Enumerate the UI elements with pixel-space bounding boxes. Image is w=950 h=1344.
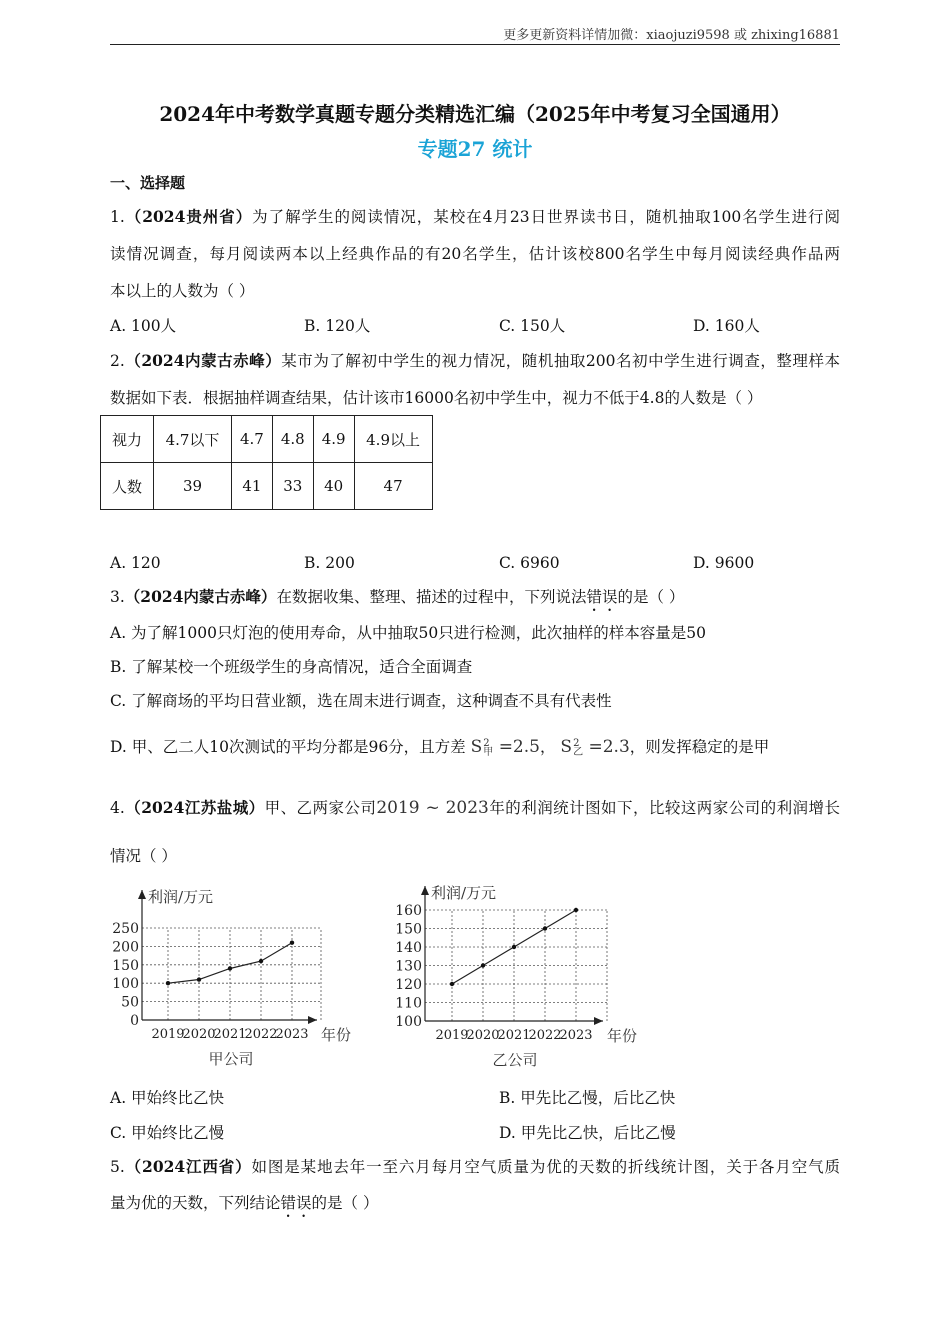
q1-option-c: C. 150人 [499,317,566,335]
q3-emphasis: 错误 [586,588,618,606]
table-cell: 4.7 [232,416,273,463]
section-heading-choice: 一、选择题 [110,174,186,192]
x-axis-arrow [308,1016,317,1024]
data-point [166,981,170,985]
q4-source: （2024江苏盐城） [124,798,265,817]
q2-number: 2. [110,352,125,370]
q2-line2: 数据如下表．根据抽样调查结果，估计该市16000名初中学生中，视力不低于4.8的人数是（ ） [110,389,763,407]
q3-option-b: B. 了解某校一个班级学生的身高情况，适合全面调查 [110,658,473,676]
q1-line3: 本以上的人数为（ ） [110,282,255,300]
q5-line2: 量为优的天数，下列结论错误的是（ ） [110,1194,379,1212]
q3-option-d: D. 甲、乙二人10次测试的平均分都是96分，且方差 S 2 甲 =2.5， S 2 乙 =2.3，则发挥稳定的是甲 [110,737,770,758]
q1-line1 [110,206,840,228]
q3-stem [110,586,840,615]
table-cell: 4.9 [313,416,354,463]
q5-text1: 如图是某地去年一至六月每月空气质量为优的天数的折线统计图，关于各月空气质 [251,1158,840,1176]
q5-number: 5. [110,1158,125,1176]
q1-option-d: D. 160人 [693,317,760,335]
data-point [543,926,547,930]
y-tick-label: 140 [395,940,422,956]
y-tick-label: 100 [112,976,139,993]
q5-line1 [110,1156,840,1178]
y-tick-label: 110 [395,995,422,1012]
table-row [101,463,433,510]
q4-option-c: C. 甲始终比乙慢 [110,1124,225,1142]
table-cell: 4.7以下 [154,416,232,463]
table-row [101,416,433,463]
q1-option-b: B. 120人 [304,317,371,335]
table-cell: 人数 [101,463,154,510]
x-tick-label: 2022 [244,1027,278,1042]
q2-option-b: B. 200 [304,554,355,572]
table-cell: 视力 [101,416,154,463]
q4-text-b: 年的利润统计图如下，比较这两家公司的利润增长 [488,799,840,817]
chart-company-yi [385,880,655,1070]
data-point [259,959,263,963]
x-tick-label: 2022 [528,1028,562,1043]
x-tick-label: 2023 [559,1028,593,1043]
q2-source: （2024内蒙古赤峰） [124,351,282,370]
variance-formula-jia: S 2 甲 =2.5 [470,737,540,758]
q5-source: （2024江西省） [124,1157,252,1176]
x-axis-arrow [594,1017,603,1025]
y-tick-label: 130 [395,958,422,975]
chart-title: 乙公司 [492,1051,538,1069]
x-tick-label: 2021 [497,1028,531,1043]
table-cell: 39 [154,463,232,510]
q1-number: 1. [110,208,125,226]
q1-text1: 为了解学生的阅读情况，某校在4月23日世界读书日，随机抽取100名学生进行阅 [252,208,841,226]
q3-option-a: A. 为了解1000只灯泡的使用寿命，从中抽取50只进行检测，此次抽样的样本容量是50 [110,624,706,642]
y-tick-label: 0 [130,1013,139,1029]
table-cell: 41 [232,463,273,510]
q3-source: （2024内蒙古赤峰） [124,587,277,606]
q4-number: 4. [110,799,125,817]
table-cell: 4.9以上 [354,416,432,463]
q3-option-c: C. 了解商场的平均日营业额，选在周末进行调查，这种调查不具有代表性 [110,692,612,710]
x-tick-label: 2023 [275,1027,309,1042]
q2-text1: 某市为了解初中学生的视力情况，随机抽取200名初中学生进行调查，整理样本 [281,352,841,370]
data-point [512,945,516,949]
y-axis-label: 利润/万元 [431,884,497,902]
chart-title: 甲公司 [208,1050,254,1068]
y-tick-label: 120 [395,977,422,993]
y-axis-label: 利润/万元 [148,888,214,906]
q3-option-d-text-b: ，则发挥稳定的是甲 [629,738,770,756]
data-point [290,941,294,945]
x-tick-label: 2021 [213,1027,247,1042]
y-axis-arrow [138,890,146,899]
q4-text-a: 甲、乙两家公司 [264,799,377,817]
data-point [450,982,454,986]
y-tick-label: 250 [112,921,139,937]
q1-source: （2024贵州省） [124,207,253,226]
y-tick-label: 50 [121,994,139,1011]
q4-option-a: A. 甲始终比乙快 [110,1089,225,1107]
table-cell: 4.8 [272,416,313,463]
q3-number: 3. [110,588,125,606]
y-tick-label: 200 [112,939,139,956]
q2-option-d: D. 9600 [693,554,755,572]
data-point [228,966,232,970]
q4-option-b: B. 甲先比乙慢，后比乙快 [499,1089,676,1107]
vision-data-table [100,415,433,510]
q2-line1 [110,350,840,372]
y-tick-label: 150 [112,957,139,974]
q5-emphasis: 错误 [280,1194,312,1212]
y-axis-arrow [421,886,429,895]
data-point [481,963,485,967]
header-divider [110,44,840,45]
data-point [197,977,201,981]
table-cell: 33 [272,463,313,510]
y-tick-label: 150 [395,921,422,938]
q1-line2: 读情况调查，每月阅读两本以上经典作品的有20名学生，估计该校800名学生中每月阅读经典作品两 [110,245,840,263]
x-tick-label: 2019 [435,1028,469,1043]
variance-formula-yi: S 2 乙 =2.3 [560,737,630,758]
q4-line1 [110,797,840,819]
q2-option-c: C. 6960 [499,554,560,572]
x-tick-label: 2019 [151,1027,185,1042]
q4-option-d: D. 甲先比乙快，后比乙慢 [499,1124,676,1142]
x-axis-label: 年份 [321,1026,352,1044]
q2-option-a: A. 120 [110,554,161,572]
table-cell: 47 [354,463,432,510]
x-tick-label: 2020 [466,1028,500,1043]
chart-company-jia [105,880,365,1070]
q3-text-b: 的是（ ） [617,588,685,606]
document-title: 2024年中考数学真题专题分类精选汇编（2025年中考复习全国通用） [159,102,791,126]
document-subtitle: 专题27 统计 [417,137,533,161]
header-contact-note: 更多更新资料详情加微：xiaojuzi9598 或 zhixing16881 [503,28,840,43]
y-tick-label: 100 [395,1014,422,1030]
y-tick-label: 160 [395,903,422,919]
q3-option-d-text-a: D. 甲、乙二人10次测试的平均分都是96分，且方差 [110,738,466,756]
q3-text-a: 在数据收集、整理、描述的过程中，下列说法 [276,588,587,606]
data-point [574,908,578,912]
x-axis-label: 年份 [607,1027,638,1045]
x-tick-label: 2020 [182,1027,216,1042]
q4-years: 2019 ~ 2023 [376,798,489,818]
q4-line2: 情况（ ） [110,847,177,865]
q1-option-a: A. 100人 [110,317,177,335]
table-cell: 40 [313,463,354,510]
